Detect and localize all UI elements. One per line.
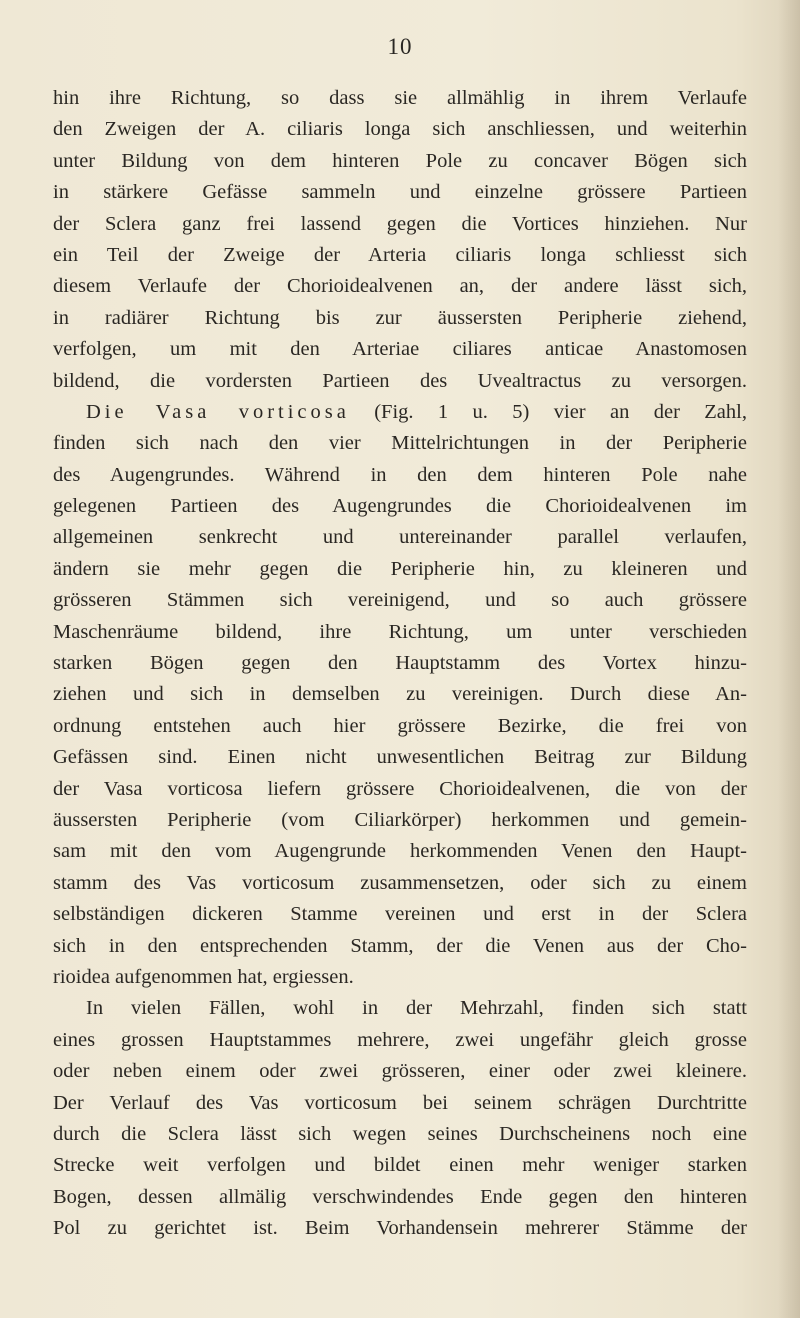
page-edge-shadow bbox=[778, 0, 800, 1318]
text-line: bildend, die vordersten Partieen des Uvealtractus zu versorgen. bbox=[53, 369, 747, 392]
text-line: der Vasa vorticosa liefern grössere Chorioidealvenen, die von der bbox=[53, 777, 747, 800]
text-line: in stärkere Gefässe sammeln und einzelne grössere Partieen bbox=[53, 181, 747, 204]
text-line: äussersten Peripherie (vom Ciliarkörper) herkommen und gemein- bbox=[53, 808, 747, 831]
body-text bbox=[53, 83, 747, 1244]
paragraph-first-line bbox=[53, 397, 747, 428]
text-line: ein Teil der Zweige der Arteria ciliaris longa schliesst sich bbox=[53, 243, 747, 266]
text-line: unter Bildung von dem hinteren Pole zu concaver Bögen sich bbox=[53, 149, 747, 172]
text-line: hin ihre Richtung, so dass sie allmählig in ihrem Verlaufe bbox=[53, 87, 747, 109]
text-line: den Zweigen der A. ciliaris longa sich anschliessen, und weiterhin bbox=[53, 118, 747, 141]
text-line: sam mit den vom Augengrunde herkommenden Venen den Haupt- bbox=[53, 840, 747, 863]
text-line: rioidea aufgenommen hat, ergiessen. bbox=[53, 965, 354, 988]
text-line: allgemeinen senkrecht und untereinander parallel verlaufen, bbox=[53, 526, 747, 549]
text-line: grösseren Stämmen sich vereinigend, und so auch grössere bbox=[53, 589, 747, 612]
text-run: (Fig. 1 u. 5) vier an der Zahl, bbox=[349, 400, 747, 423]
text-line: der Sclera ganz frei lassend gegen die Vortices hinziehen. Nur bbox=[53, 212, 747, 235]
text-line: starken Bögen gegen den Hauptstamm des Vortex hinzu- bbox=[53, 652, 747, 675]
text-line: sich in den entsprechenden Stamm, der die Venen aus der Cho- bbox=[53, 934, 747, 957]
page-number: 10 bbox=[387, 34, 413, 59]
spaced-term: Die Vasa vorticosa bbox=[86, 400, 350, 423]
text-line: Pol zu gerichtet ist. Beim Vorhandensein mehrerer Stämme der bbox=[53, 1217, 747, 1240]
text-line: finden sich nach den vier Mittelrichtungen in der Peripherie bbox=[53, 432, 747, 455]
text-line: ordnung entstehen auch hier grössere Bezirke, die frei von bbox=[53, 714, 747, 737]
text-line: ziehen und sich in demselben zu vereinigen. Durch diese An- bbox=[53, 683, 747, 706]
text-line: eines grossen Hauptstammes mehrere, zwei ungefähr gleich grosse bbox=[53, 1028, 747, 1051]
text-line: ändern sie mehr gegen die Peripherie hin, zu kleineren und bbox=[53, 557, 747, 580]
text-line: Maschenräume bildend, ihre Richtung, um unter verschieden bbox=[53, 620, 747, 643]
text-line: diesem Verlaufe der Chorioidealvenen an, der andere lässt sich, bbox=[53, 275, 747, 298]
text-line: durch die Sclera lässt sich wegen seines Durchscheinens noch eine bbox=[53, 1122, 747, 1145]
text-line: gelegenen Partieen des Augengrundes die Chorioidealvenen im bbox=[53, 495, 747, 518]
text-line: Strecke weit verfolgen und bildet einen mehr weniger starken bbox=[53, 1154, 747, 1177]
text-line: stamm des Vas vorticosum zusammensetzen, oder sich zu einem bbox=[53, 871, 747, 894]
text-line: Gefässen sind. Einen nicht unwesentlichen Beitrag zur Bildung bbox=[53, 746, 747, 769]
text-line: verfolgen, um mit den Arteriae ciliares anticae Anastomosen bbox=[53, 338, 747, 361]
text-line: Der Verlauf des Vas vorticosum bei seinem schrägen Durchtritte bbox=[53, 1091, 747, 1114]
text-line: selbständigen dickeren Stamme vereinen und erst in der Sclera bbox=[53, 903, 747, 926]
text-line: oder neben einem oder zwei grösseren, einer oder zwei kleinere. bbox=[53, 1060, 747, 1083]
paragraph-first-line: In vielen Fällen, wohl in der Mehrzahl, finden sich statt bbox=[86, 997, 747, 1020]
text-line: des Augengrundes. Während in den dem hinteren Pole nahe bbox=[53, 463, 747, 486]
text-line: in radiärer Richtung bis zur äussersten Peripherie ziehend, bbox=[53, 306, 747, 329]
text-line: Bogen, dessen allmälig verschwindendes Ende gegen den hinteren bbox=[53, 1185, 747, 1208]
